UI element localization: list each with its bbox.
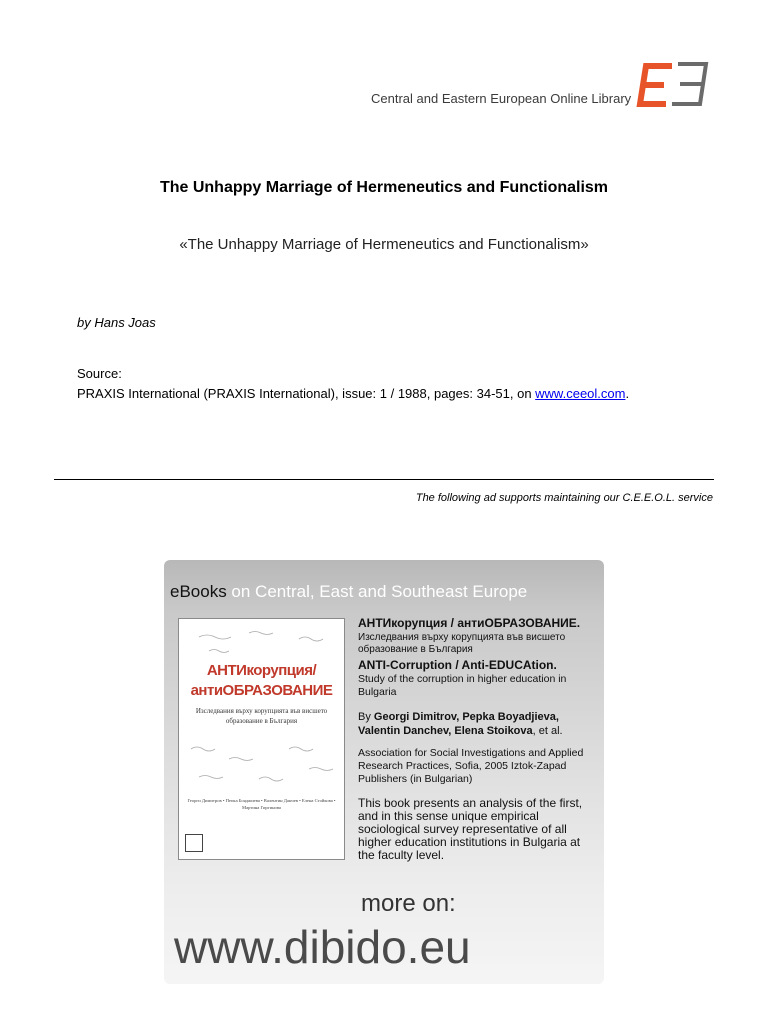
cover-subtitle: Изследвания върху корупцията във висшето образование в България: [195, 707, 328, 725]
book-authors-prefix: By: [358, 711, 374, 723]
publisher-logo-icon: [185, 834, 203, 852]
cover-title-line1: АНТИкорупция/: [206, 662, 317, 679]
divider: [54, 479, 714, 480]
cover-authors: Георги Димитров • Пепка Бояджиева • Валентин Данчев • Елена Стойкова • Мартина Гиргинова: [187, 798, 336, 810]
book-subtitle-bg: Изследвания върху корупцията във висшето образование в България: [358, 632, 566, 655]
book-subtitle-en: Study of the corruption in higher education in Bulgaria: [358, 673, 567, 698]
dibido-link[interactable]: www.dibido.eu: [174, 921, 471, 973]
book-cover: [178, 618, 345, 860]
ad-note: The following ad supports maintaining our C.E.E.O.L. service: [415, 492, 713, 504]
document-subtitle: «The Unhappy Marriage of Hermeneutics and Functionalism»: [179, 236, 589, 253]
source-label: Source:: [77, 366, 122, 381]
book-authors: [358, 710, 598, 738]
book-title-bg: АНТИкорупция / антиОБРАЗОВАНИЕ.: [358, 616, 581, 630]
ad-heading-light: on Central, East and Southeast Europe: [226, 582, 528, 601]
ceeol-link[interactable]: www.ceeol.com: [535, 386, 626, 401]
source-end: .: [625, 386, 630, 401]
source-text: PRAXIS International (PRAXIS International), issue: 1 / 1988, pages: 34-51, on: [77, 386, 536, 401]
ad-heading-dark: eBooks: [170, 582, 227, 601]
source-line: [77, 386, 629, 401]
book-description: This book presents an analysis of the first, and in this sense unique empirical sociological survey representative of all higher education institutions in Bulgaria at the faculty level.: [358, 796, 583, 862]
ebook-advertisement[interactable]: [164, 560, 604, 984]
document-title: The Unhappy Marriage of Hermeneutics and Functionalism: [159, 179, 609, 196]
book-authors-suffix: , et al.: [532, 725, 563, 737]
more-on-label: more on:: [361, 890, 456, 917]
ad-heading: [170, 582, 527, 602]
library-name: Central and Eastern European Online Library: [371, 91, 632, 106]
book-title-en: ANTI-Corruption / Anti-EDUCAtion.: [358, 658, 557, 672]
book-publisher: Association for Social Investigations and Applied Research Practices, Sofia, 2005 Iztok-Zapad Publishers (in Bulgarian): [358, 747, 584, 785]
document-author: by Hans Joas: [77, 315, 156, 330]
book-authors-names: Georgi Dimitrov, Pepka Boyadjieva, Valentin Danchev, Elena Stoikova: [358, 711, 559, 737]
cover-title-line2: антиОБРАЗОВАНИЕ: [190, 682, 333, 699]
ceeol-logo-icon: [632, 60, 712, 110]
cover-scribbles-icon: [179, 619, 344, 859]
